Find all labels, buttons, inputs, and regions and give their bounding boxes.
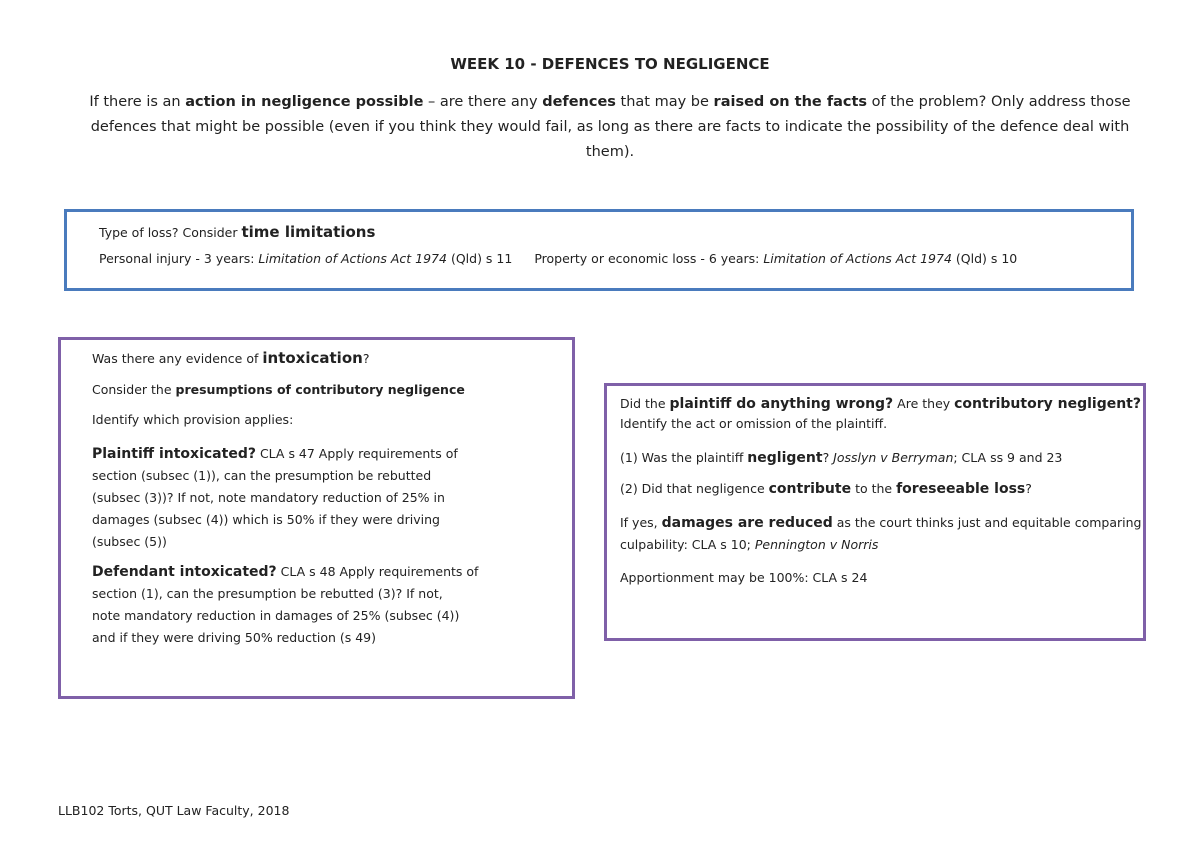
- contrib-question-bold-1: plaintiff do anything wrong?: [669, 396, 894, 412]
- plaintiff-line-1: [92, 443, 572, 465]
- apportionment: Apportionment may be 100%: CLA s 24: [620, 570, 868, 585]
- personal-injury-ref: (Qld) s 11: [446, 251, 513, 266]
- defendant-heading: Defendant intoxicated?: [92, 564, 277, 580]
- intro-text-1: If there is an: [89, 94, 186, 110]
- defendant-line-3: note mandatory reduction in damages of 25% (subsec (4)): [92, 608, 460, 623]
- time-limitations-box: [64, 209, 1134, 291]
- personal-injury-act: Limitation of Actions Act 1974: [258, 251, 447, 266]
- plaintiff-line-5: (subsec (5)): [92, 534, 167, 549]
- contrib-step-2: [620, 478, 1143, 500]
- step1-text-2: ?: [822, 450, 834, 465]
- step2-text-2: to the: [851, 481, 897, 496]
- contributory-negligence-box: [604, 383, 1146, 641]
- intox-question-text: Was there any evidence of: [92, 351, 263, 366]
- plaintiff-line-4: damages (subsec (4)) which is 50% if they were driving: [92, 512, 440, 527]
- contrib-step-1: [620, 448, 1143, 468]
- intox-question-bold: intoxication: [262, 349, 363, 367]
- intro-bold-2: defences: [542, 94, 616, 110]
- damages-line-1: [620, 512, 1143, 534]
- damages-text-3: culpability: CLA s 10;: [620, 537, 755, 552]
- intro-text-3: that may be: [615, 94, 714, 110]
- step2-bold-1: contribute: [768, 481, 852, 497]
- damages-case: Pennington v Norris: [754, 537, 879, 552]
- defendant-line-1: [92, 561, 572, 583]
- plaintiff-text-1: CLA s 47 Apply requirements of: [255, 446, 458, 461]
- time-periods: [99, 250, 1131, 268]
- damages-line-2: [620, 534, 1143, 556]
- property-loss-text: Property or economic loss - 6 years:: [534, 251, 764, 266]
- intox-consider-text: Consider the: [92, 382, 176, 397]
- defendant-line-4: and if they were driving 50% reduction (s 49): [92, 630, 377, 645]
- defendant-intoxicated-section: [92, 561, 572, 649]
- damages-text-1: If yes,: [620, 515, 662, 530]
- intro-text-2: – are there any: [423, 94, 543, 110]
- intro-text-4: of the problem? Only address those defences that might be possible (even if you think they would fail, as long as there are facts to indicate the possibility of the defence deal with them).: [90, 94, 1131, 160]
- damages-reduced-section: [620, 512, 1143, 556]
- intox-consider-bold: presumptions of contributory negligence: [175, 382, 465, 397]
- intro-bold-3: raised on the facts: [713, 94, 868, 110]
- intro-paragraph: [70, 90, 1150, 165]
- property-loss-ref: (Qld) s 10: [951, 251, 1018, 266]
- damages-bold: damages are reduced: [661, 515, 833, 531]
- step1-text-1: (1) Was the plaintiff: [620, 450, 748, 465]
- defendant-line-2: section (1), can the presumption be rebutted (3)? If not,: [92, 586, 443, 601]
- step1-text-3: ; CLA ss 9 and 23: [953, 450, 1063, 465]
- step1-case: Josslyn v Berryman: [833, 450, 954, 465]
- defendant-text-1: CLA s 48 Apply requirements of: [276, 564, 479, 579]
- damages-text-2: as the court thinks just and equitable comparing: [832, 515, 1142, 530]
- step1-bold: negligent: [747, 450, 823, 466]
- contrib-identify: Identify the act or omission of the plaintiff.: [620, 416, 888, 431]
- contrib-question-text-2: Are they: [893, 396, 955, 411]
- time-question-bold: time limitations: [241, 223, 376, 241]
- step2-text-1: (2) Did that negligence: [620, 481, 769, 496]
- property-loss-act: Limitation of Actions Act 1974: [763, 251, 952, 266]
- plaintiff-line-2: section (subsec (1)), can the presumption be rebutted: [92, 468, 432, 483]
- plaintiff-line-3: (subsec (3))? If not, note mandatory reduction of 25% in: [92, 490, 445, 505]
- contrib-question: [620, 394, 1143, 414]
- intox-identify: Identify which provision applies:: [92, 412, 294, 427]
- page-footer: LLB102 Torts, QUT Law Faculty, 2018: [58, 803, 290, 818]
- step2-bold-2: foreseeable loss: [896, 481, 1026, 497]
- time-question-text: Type of loss? Consider: [99, 225, 242, 240]
- intoxication-box: [58, 337, 575, 699]
- step2-text-3: ?: [1025, 481, 1032, 496]
- contrib-question-bold-2: contributory negligent?: [954, 396, 1141, 412]
- plaintiff-intoxicated-section: [92, 443, 572, 553]
- plaintiff-heading: Plaintiff intoxicated?: [92, 446, 256, 462]
- intox-consider: [92, 381, 572, 399]
- personal-injury-text: Personal injury - 3 years:: [99, 251, 259, 266]
- intox-question: [92, 348, 572, 369]
- intox-question-end: ?: [362, 351, 370, 366]
- page-title: WEEK 10 - DEFENCES TO NEGLIGENCE: [450, 55, 770, 73]
- contrib-question-text-1: Did the: [620, 396, 670, 411]
- intro-bold-1: action in negligence possible: [185, 94, 424, 110]
- time-question: [99, 221, 1131, 244]
